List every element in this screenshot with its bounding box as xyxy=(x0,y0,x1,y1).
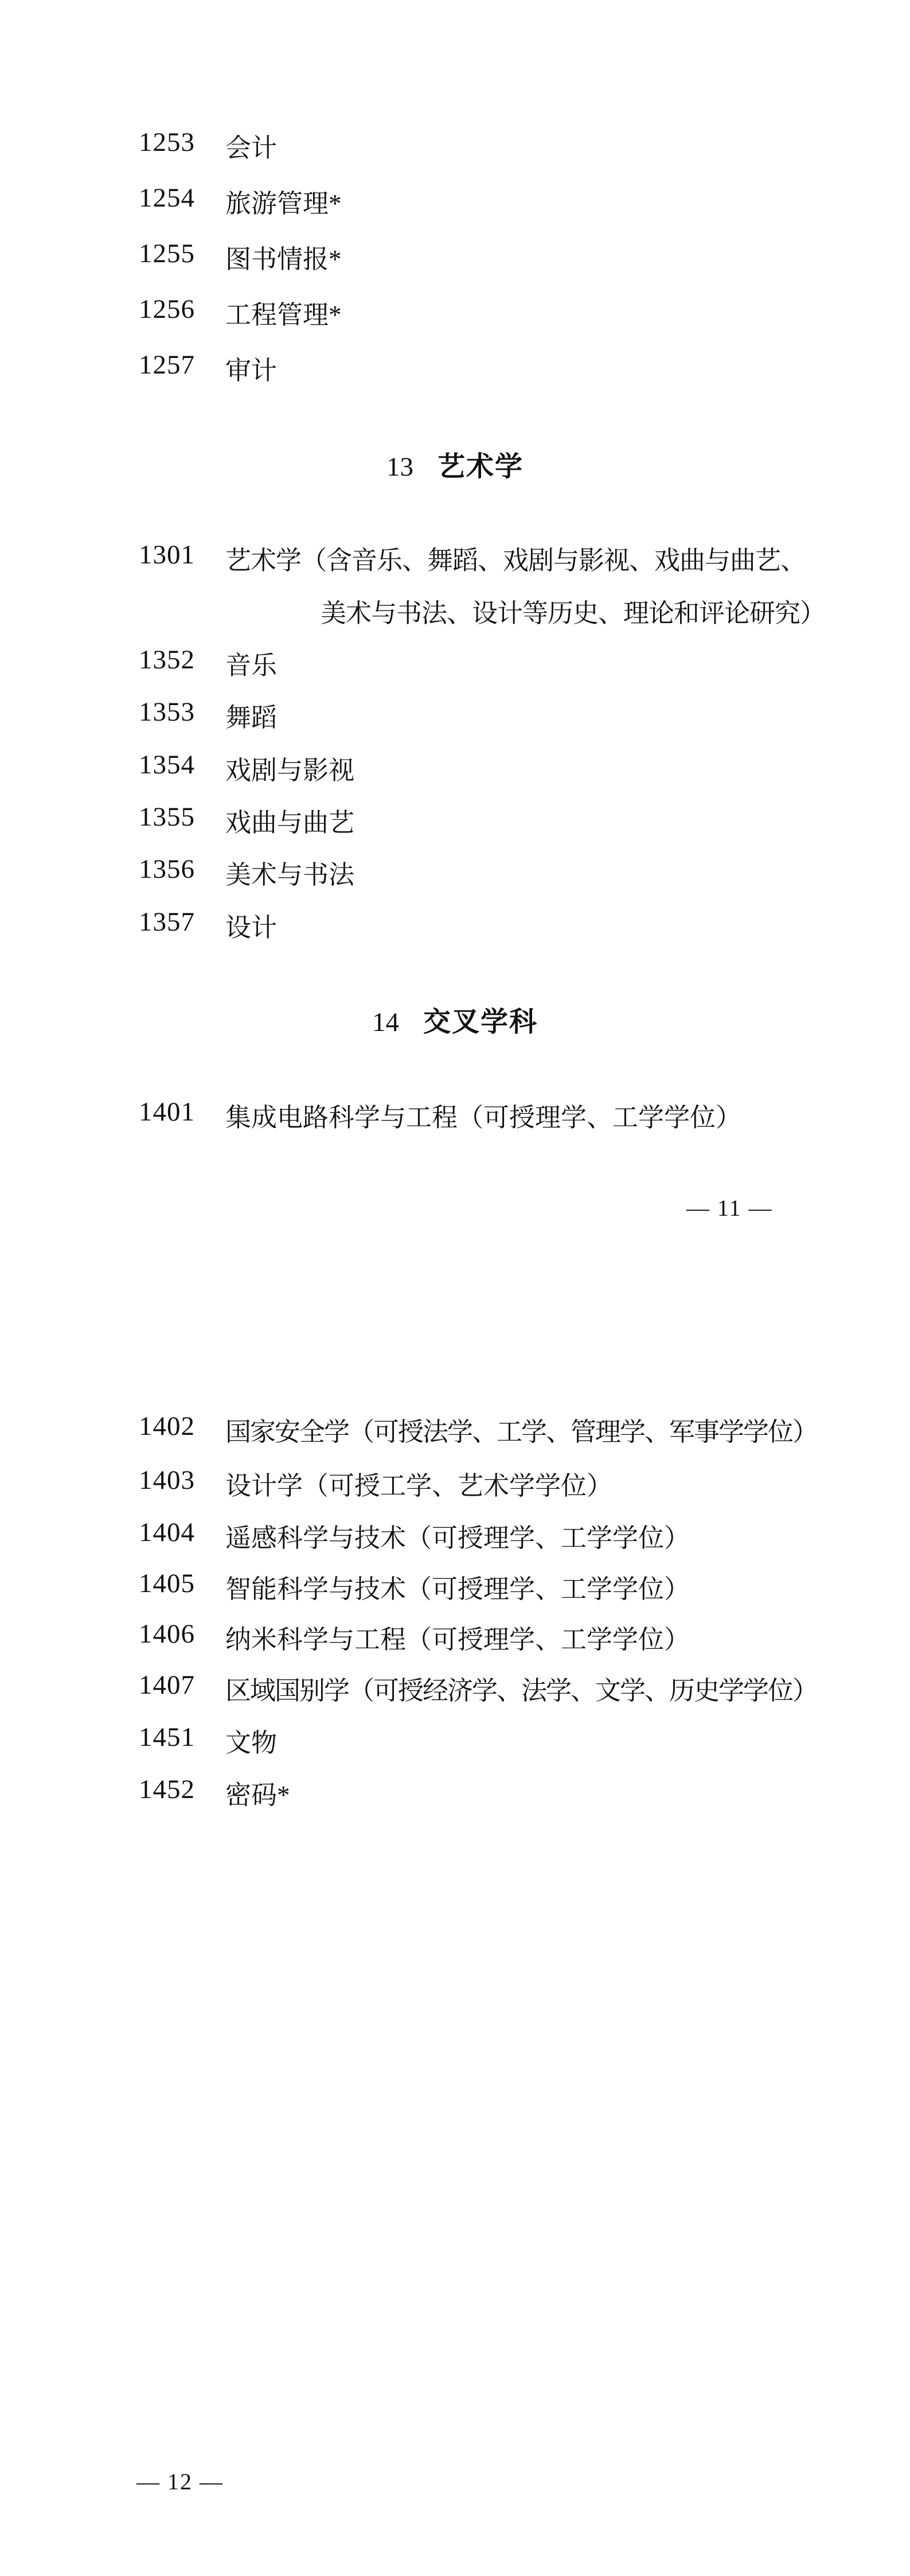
section-header-14 xyxy=(0,999,910,1037)
catalog-entry-1255 xyxy=(0,238,910,274)
entry-code: 1257 xyxy=(139,350,195,380)
entry-code: 1254 xyxy=(139,183,195,213)
catalog-entry-1301-line1 xyxy=(0,539,910,575)
section-number: 14 xyxy=(372,1007,399,1037)
catalog-entry-1357 xyxy=(0,906,910,942)
entry-name-line1: 艺术学（含音乐、舞蹈、戏剧与影视、戏曲与曲艺、 xyxy=(225,546,806,575)
catalog-entry-1256 xyxy=(0,294,910,329)
entry-name: 设计学（可授工学、艺术学学位） xyxy=(225,1472,613,1500)
entry-name: 设计 xyxy=(225,913,278,942)
catalog-entry-1355 xyxy=(0,801,910,837)
catalog-entry-1253 xyxy=(0,127,910,162)
catalog-entry-1403 xyxy=(0,1465,910,1500)
entry-name: 音乐 xyxy=(225,651,278,680)
entry-code: 1355 xyxy=(139,802,195,832)
entry-code: 1402 xyxy=(139,1411,195,1441)
catalog-entry-1402 xyxy=(0,1411,910,1446)
catalog-entry-1254 xyxy=(0,182,910,218)
entry-code: 1404 xyxy=(139,1517,195,1547)
entry-code: 1451 xyxy=(139,1722,195,1752)
entry-code: 1403 xyxy=(139,1465,195,1495)
entry-name: 戏剧与影视 xyxy=(225,756,355,785)
entry-name: 图书情报* xyxy=(225,245,342,274)
catalog-entry-1352 xyxy=(0,644,910,680)
entry-name: 审计 xyxy=(225,356,278,385)
entry-code: 1256 xyxy=(139,294,195,324)
entry-code: 1255 xyxy=(139,239,195,269)
entry-name: 戏曲与曲艺 xyxy=(225,808,355,837)
catalog-entry-1451 xyxy=(0,1722,910,1757)
entry-name: 智能科学与技术（可授理学、工学学位） xyxy=(225,1575,690,1604)
entry-code: 1352 xyxy=(139,645,195,675)
catalog-entry-1353 xyxy=(0,696,910,732)
entry-code: 1405 xyxy=(139,1569,195,1598)
entry-name: 舞蹈 xyxy=(225,703,278,732)
catalog-entry-1354 xyxy=(0,749,910,785)
catalog-entry-1407 xyxy=(0,1670,910,1705)
entry-code: 1253 xyxy=(139,127,195,157)
catalog-entry-1401 xyxy=(0,1096,910,1132)
catalog-entry-1406 xyxy=(0,1618,910,1654)
entry-name: 遥感科学与技术（可授理学、工学学位） xyxy=(225,1524,690,1552)
entry-code: 1353 xyxy=(139,697,195,727)
entry-name: 会计 xyxy=(225,134,278,162)
entry-code: 1407 xyxy=(139,1670,195,1700)
section-title: 交叉学科 xyxy=(423,1007,538,1037)
catalog-entry-1404 xyxy=(0,1517,910,1552)
entry-name: 工程管理* xyxy=(225,301,342,329)
catalog-entry-1301-line2 xyxy=(0,592,910,628)
section-number: 13 xyxy=(386,452,413,482)
entry-code: 1452 xyxy=(139,1775,195,1804)
entry-name: 区域国别学（可授经济学、法学、文学、历史学学位） xyxy=(225,1676,818,1705)
entry-code: 1406 xyxy=(139,1619,195,1649)
entry-code: 1357 xyxy=(139,907,195,937)
page-number-12: — 12 — xyxy=(136,2469,224,2495)
entry-name: 美术与书法 xyxy=(225,861,355,889)
entry-code: 1401 xyxy=(139,1097,195,1127)
entry-name: 纳米科学与工程（可授理学、工学学位） xyxy=(225,1625,690,1654)
catalog-entry-1405 xyxy=(0,1568,910,1604)
entry-name: 旅游管理* xyxy=(225,189,342,218)
entry-name: 密码* xyxy=(225,1781,290,1810)
section-header-13 xyxy=(0,444,910,482)
entry-code: 1354 xyxy=(139,750,195,780)
entry-name: 文物 xyxy=(225,1729,278,1757)
entry-name: 集成电路科学与工程（可授理学、工学学位） xyxy=(225,1103,742,1132)
entry-name-line2: 美术与书法、设计等历史、理论和评论研究） xyxy=(321,599,826,628)
catalog-entry-1452 xyxy=(0,1774,910,1810)
catalog-entry-1257 xyxy=(0,349,910,385)
entry-code: 1356 xyxy=(139,854,195,884)
catalog-entry-1356 xyxy=(0,854,910,889)
section-title: 艺术学 xyxy=(437,452,524,482)
entry-code: 1301 xyxy=(139,540,195,570)
page-number-11: — 11 — xyxy=(686,1195,773,1221)
entry-name: 国家安全学（可授法学、工学、管理学、军事学学位） xyxy=(225,1418,818,1446)
